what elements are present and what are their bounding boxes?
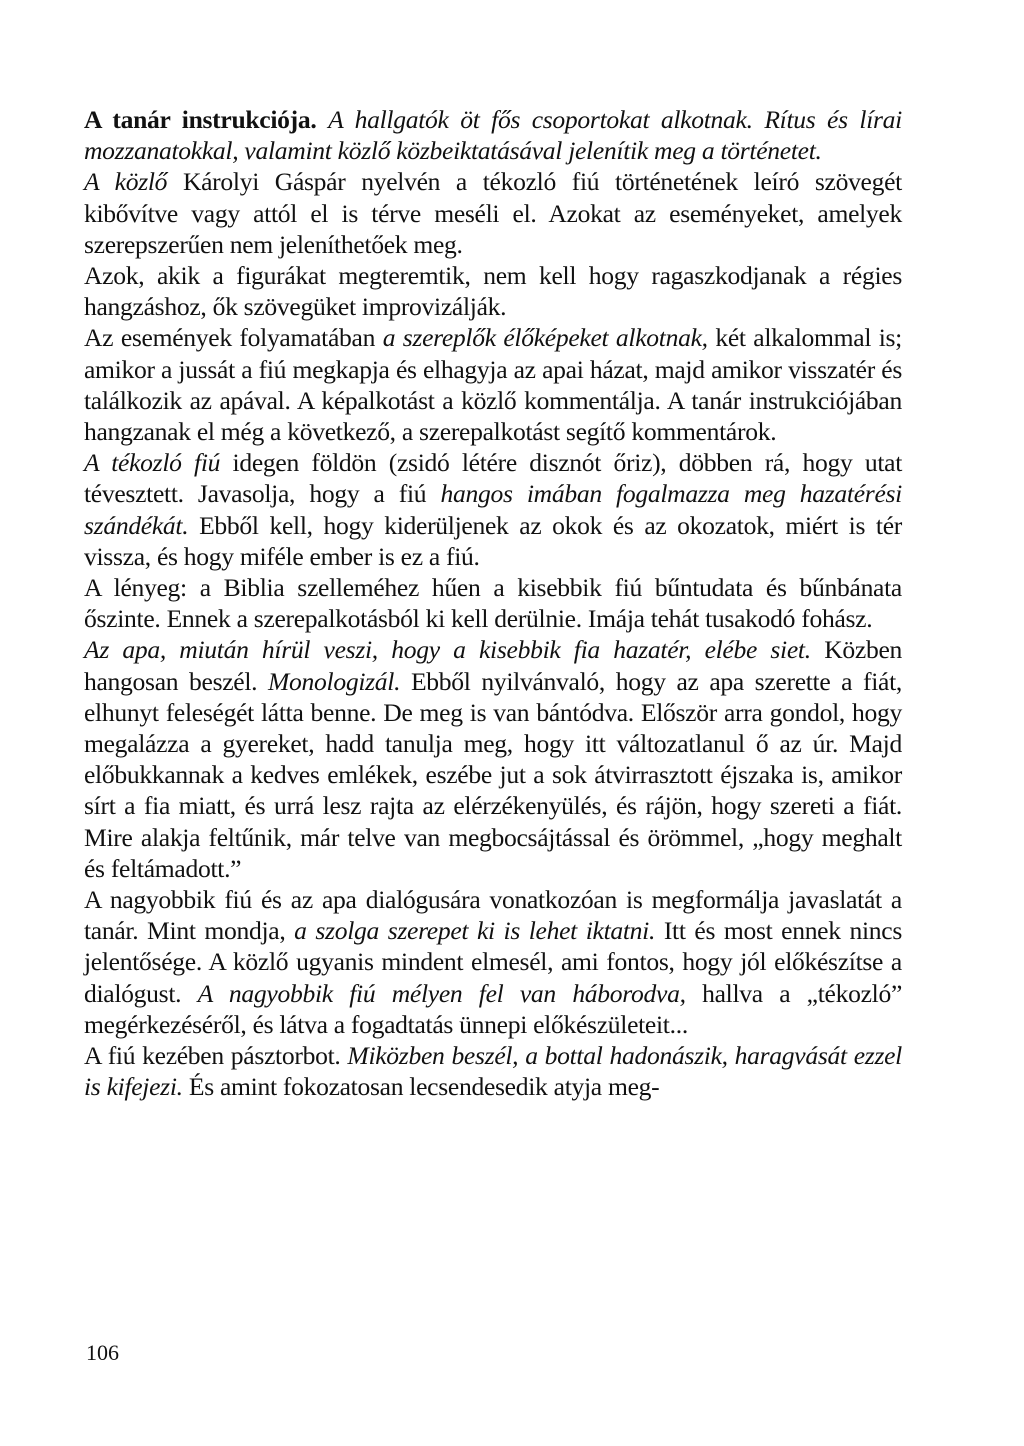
text-run: És amint fokozatosan lecsendesedik atyja meg- [188,1072,660,1102]
bold-lead: A tanár instrukciója. [84,105,317,134]
text-run: A lényeg: a Biblia szelleméhez hűen a kisebbik fiú bűntudata és bűnbánata őszinte. Ennek a szerepalkotásból ki kell derülnie. Imája tehát tusakodó fohász. [84,573,902,634]
text-run: két alkalommal is; amikor a jussát a fiú megkapja és elhagyja az apai házat, majd amikor visszatér és találkozik az apával. A képalkotást a közlő kommentálja. A tanár instrukciójában hangzanak el még a következő, a szerepalkotást segítő kommentárok. [84,323,902,447]
text-run: A nagyobbik fiú és az apa dialógusára vonatkozóan is megformálja javaslatát a tanár. Mint mondja, [84,885,902,946]
text-run: Ebből nyilvánvaló, hogy az apa szerette a fiát, elhunyt feleségét látta benne. De meg is van bántódva. Először arra gondol, hogy megalázza a gyereket, hadd tanulja meg, hogy itt változatlanul ő az úr. Majd előbukkannak a kedves emlékek, eszébe jut a sok átvirrasztott éjszaka is, amikor sírt a fia miatt, és urrá lesz rajta az elérzékenyülés, és rájön, hogy szereti a fiát. Mire alakja feltűnik, már telve van megbocsájtással és örömmel, „hogy meghalt és feltámadott.” [84,666,902,883]
paragraph-narrator [84,166,902,260]
italic-run: A tékozló fiú [84,448,221,478]
paragraph-instruction [84,104,902,166]
paragraph-shepherd-staff [84,1040,902,1102]
page-number: 106 [86,1340,119,1365]
italic-run: Az apa, miután hírül veszi, hogy a kisebbik fia hazatér, elébe siet. [84,635,811,665]
text-run: idegen földön (zsidó létére disznót őriz), döbben rá, hogy utat tévesztett. Javasolja, hogy a fiú [84,448,903,509]
text-run: Itt és most ennek nincs jelentősége. A közlő ugyanis mindent elmesél, ami fontos, hogy jól előkészítse a dialógust. [84,916,902,1008]
text-run: Károlyi Gáspár nyelvén a tékozló fiú történetének leíró szövegét kibővítve vagy attól el is térve meséli el. Azokat az eseményeket, amelyek szerepszerűen nem jeleníthetőek meg. [84,167,902,259]
italic-run: a szereplők élőképeket alkotnak, [382,323,708,353]
italic-run: A hallgatók öt fős csoportokat alkotnak. Rítus és lírai mozzanatokkal, valamint közlő közbeiktatásával jelenítik meg a történetet. [84,105,902,166]
italic-run: a szolga szerepet ki is lehet iktatni. [294,916,656,946]
italic-run: A nagyobbik fiú mélyen fel van háborodva, [197,978,686,1008]
text-run: Ebből kell, hogy kiderüljenek az okok és az okozatok, miért is tér vissza, és hogy miféle ember is ez a fiú. [84,510,902,571]
text-run: Közben hangosan beszél. [84,635,902,696]
paragraph-improvisation [84,260,902,322]
italic-run: Miközben beszél, a bottal hadonászik, haragvását ezzel is kifejezi. [84,1041,902,1102]
italic-run: A közlő [84,167,168,197]
text-run: A fiú kezében pásztorbot. [84,1041,341,1071]
text-run: hallva a „tékozló” megérkezéséről, és látva a fogadtatás ünnepi előkészületeit... [84,978,903,1039]
italic-run: hangos imában fogalmazza meg hazatérési szándékát. [84,479,902,540]
paragraph-prodigal-son [84,447,902,572]
paragraph-dialogue [84,884,902,1040]
italic-run: Monologizál. [268,666,401,696]
text-run: Azok, akik a figurákat megteremtik, nem kell hogy ragaszkodjanak a régies hangzáshoz, ők szövegüket improvizálják. [84,261,902,322]
paragraph-father [84,634,902,884]
paragraph-tableaux [84,322,902,447]
page-body [84,104,902,1103]
paragraph-essence [84,572,902,634]
text-run: Az események folyamatában [84,323,376,353]
